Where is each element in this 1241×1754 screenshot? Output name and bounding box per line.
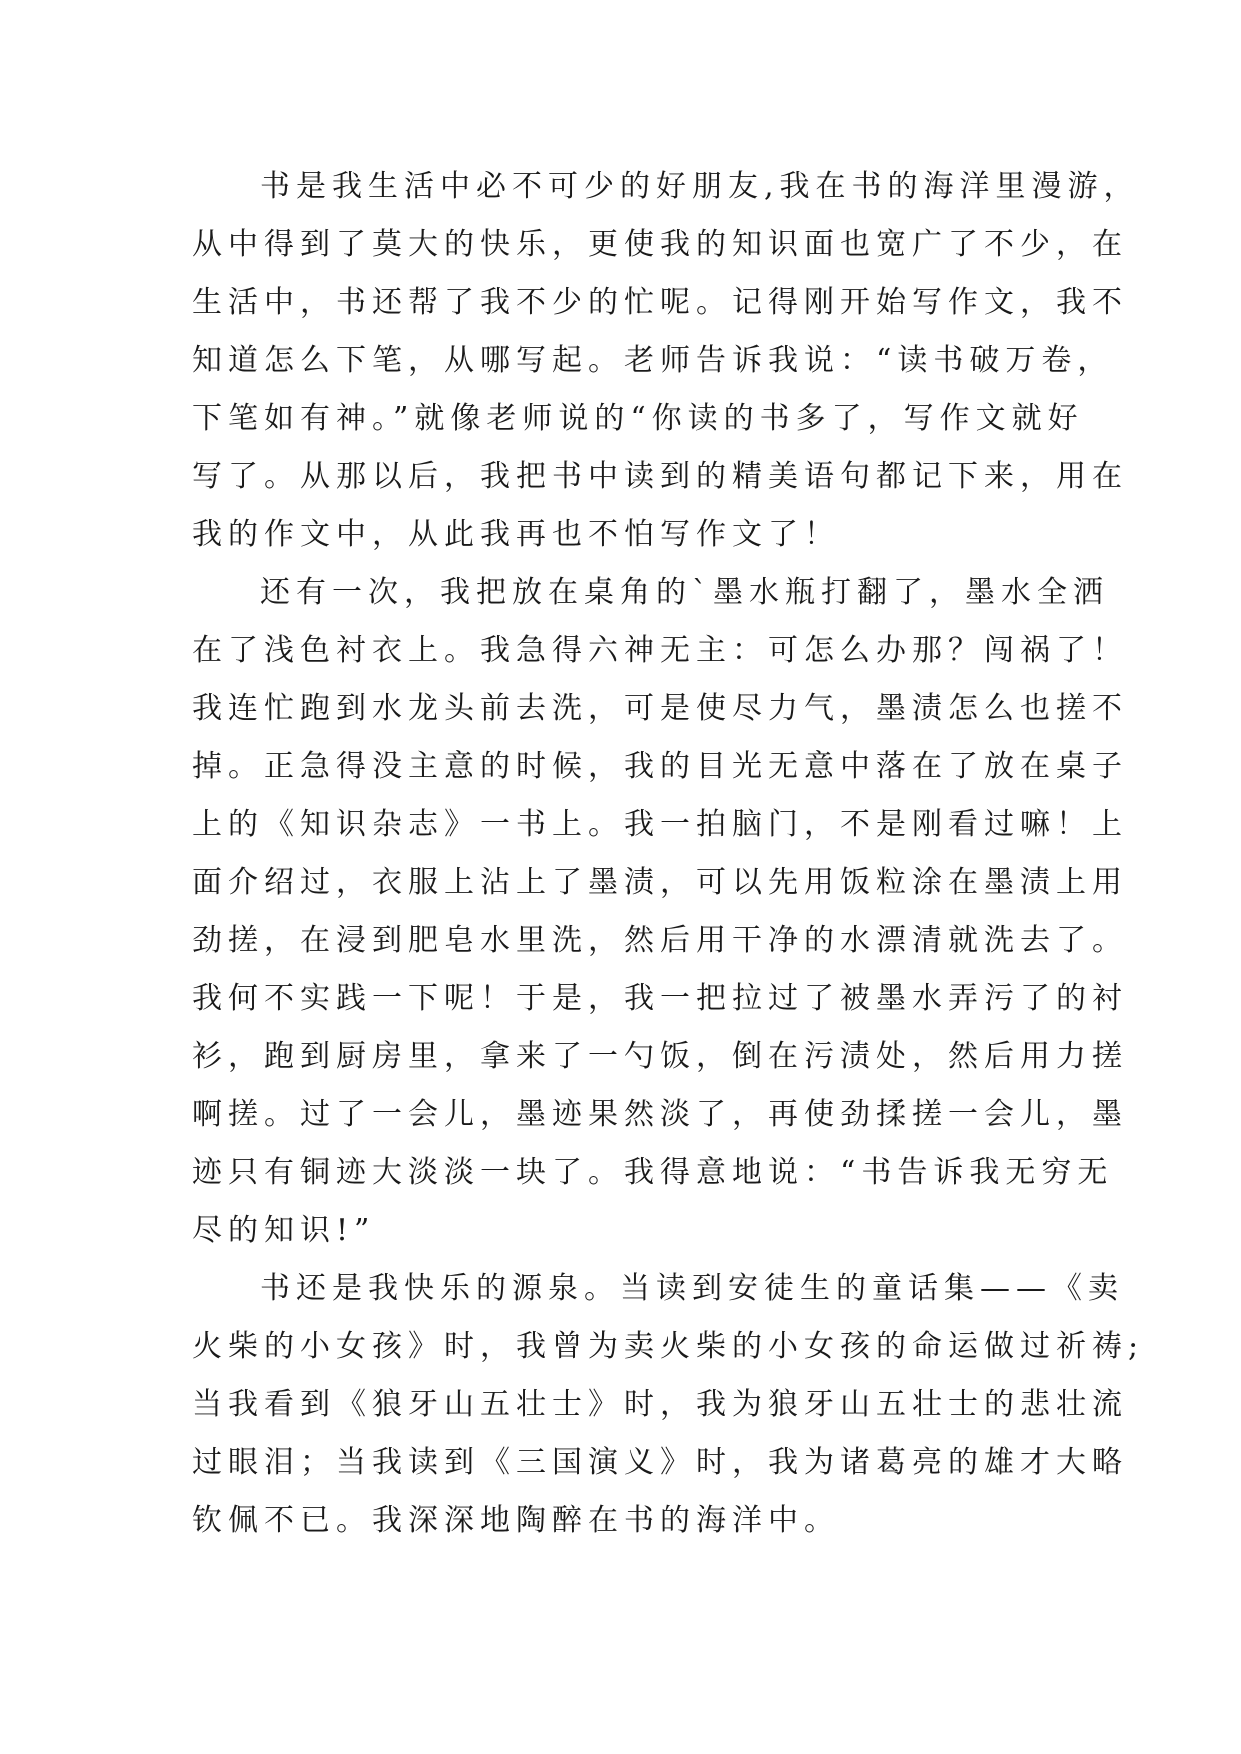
- paragraph-line: 从中得到了莫大的快乐，更使我的知识面也宽广了不少，在: [192, 227, 1128, 262]
- paragraph-line: 我何不实践一下呢！于是，我一把拉过了被墨水弄污了的衬: [192, 981, 1128, 1016]
- paragraph-line: 写了。从那以后，我把书中读到的精美语句都记下来，用在: [192, 459, 1128, 494]
- paragraph-2: [192, 564, 1128, 1260]
- paragraph-3: [192, 1260, 1145, 1550]
- paragraph-line: 书是我生活中必不可少的好朋友,我在书的海洋里漫游，: [260, 169, 1140, 204]
- paragraph-line: 劲搓，在浸到肥皂水里洗，然后用干净的水漂清就洗去了。: [192, 923, 1128, 958]
- paragraph-line: 书还是我快乐的源泉。当读到安徒生的童话集——《卖: [260, 1271, 1124, 1306]
- paragraph-line: 尽的知识!”: [192, 1213, 376, 1248]
- paragraph-line: 我连忙跑到水龙头前去洗，可是使尽力气，墨渍怎么也搓不: [192, 691, 1128, 726]
- paragraph-line: 下笔如有神。”就像老师说的“你读的书多了，写作文就好: [192, 401, 1084, 436]
- document-body: [192, 158, 1145, 1550]
- paragraph-line: 在了浅色衬衣上。我急得六神无主：可怎么办那？闯祸了！: [192, 633, 1128, 668]
- paragraph-line: 迹只有铜迹大淡淡一块了。我得意地说：“书告诉我无穷无: [192, 1155, 1114, 1190]
- paragraph-line: 掉。正急得没主意的时候，我的目光无意中落在了放在桌子: [192, 749, 1128, 784]
- paragraph-1: [192, 158, 1140, 564]
- paragraph-line: 当我看到《狼牙山五壮士》时，我为狼牙山五壮士的悲壮流: [192, 1387, 1128, 1422]
- paragraph-line: 上的《知识杂志》一书上。我一拍脑门，不是刚看过嘛！上: [192, 807, 1128, 842]
- paragraph-line: 火柴的小女孩》时，我曾为卖火柴的小女孩的命运做过祈祷;: [192, 1329, 1145, 1364]
- paragraph-line: 生活中，书还帮了我不少的忙呢。记得刚开始写作文，我不: [192, 285, 1128, 320]
- paragraph-line: 我的作文中，从此我再也不怕写作文了！: [192, 517, 840, 552]
- paragraph-line: 啊搓。过了一会儿，墨迹果然淡了，再使劲揉搓一会儿，墨: [192, 1097, 1128, 1132]
- paragraph-line: 钦佩不已。我深深地陶醉在书的海洋中。: [192, 1503, 840, 1538]
- paragraph-line: 知道怎么下笔，从哪写起。老师告诉我说：“读书破万卷，: [192, 343, 1114, 378]
- paragraph-line: 过眼泪；当我读到《三国演义》时，我为诸葛亮的雄才大略: [192, 1445, 1128, 1480]
- paragraph-line: 面介绍过，衣服上沾上了墨渍，可以先用饭粒涂在墨渍上用: [192, 865, 1128, 900]
- paragraph-line: 还有一次，我把放在桌角的`墨水瓶打翻了，墨水全洒: [260, 575, 1109, 610]
- paragraph-line: 衫，跑到厨房里，拿来了一勺饭，倒在污渍处，然后用力搓: [192, 1039, 1128, 1074]
